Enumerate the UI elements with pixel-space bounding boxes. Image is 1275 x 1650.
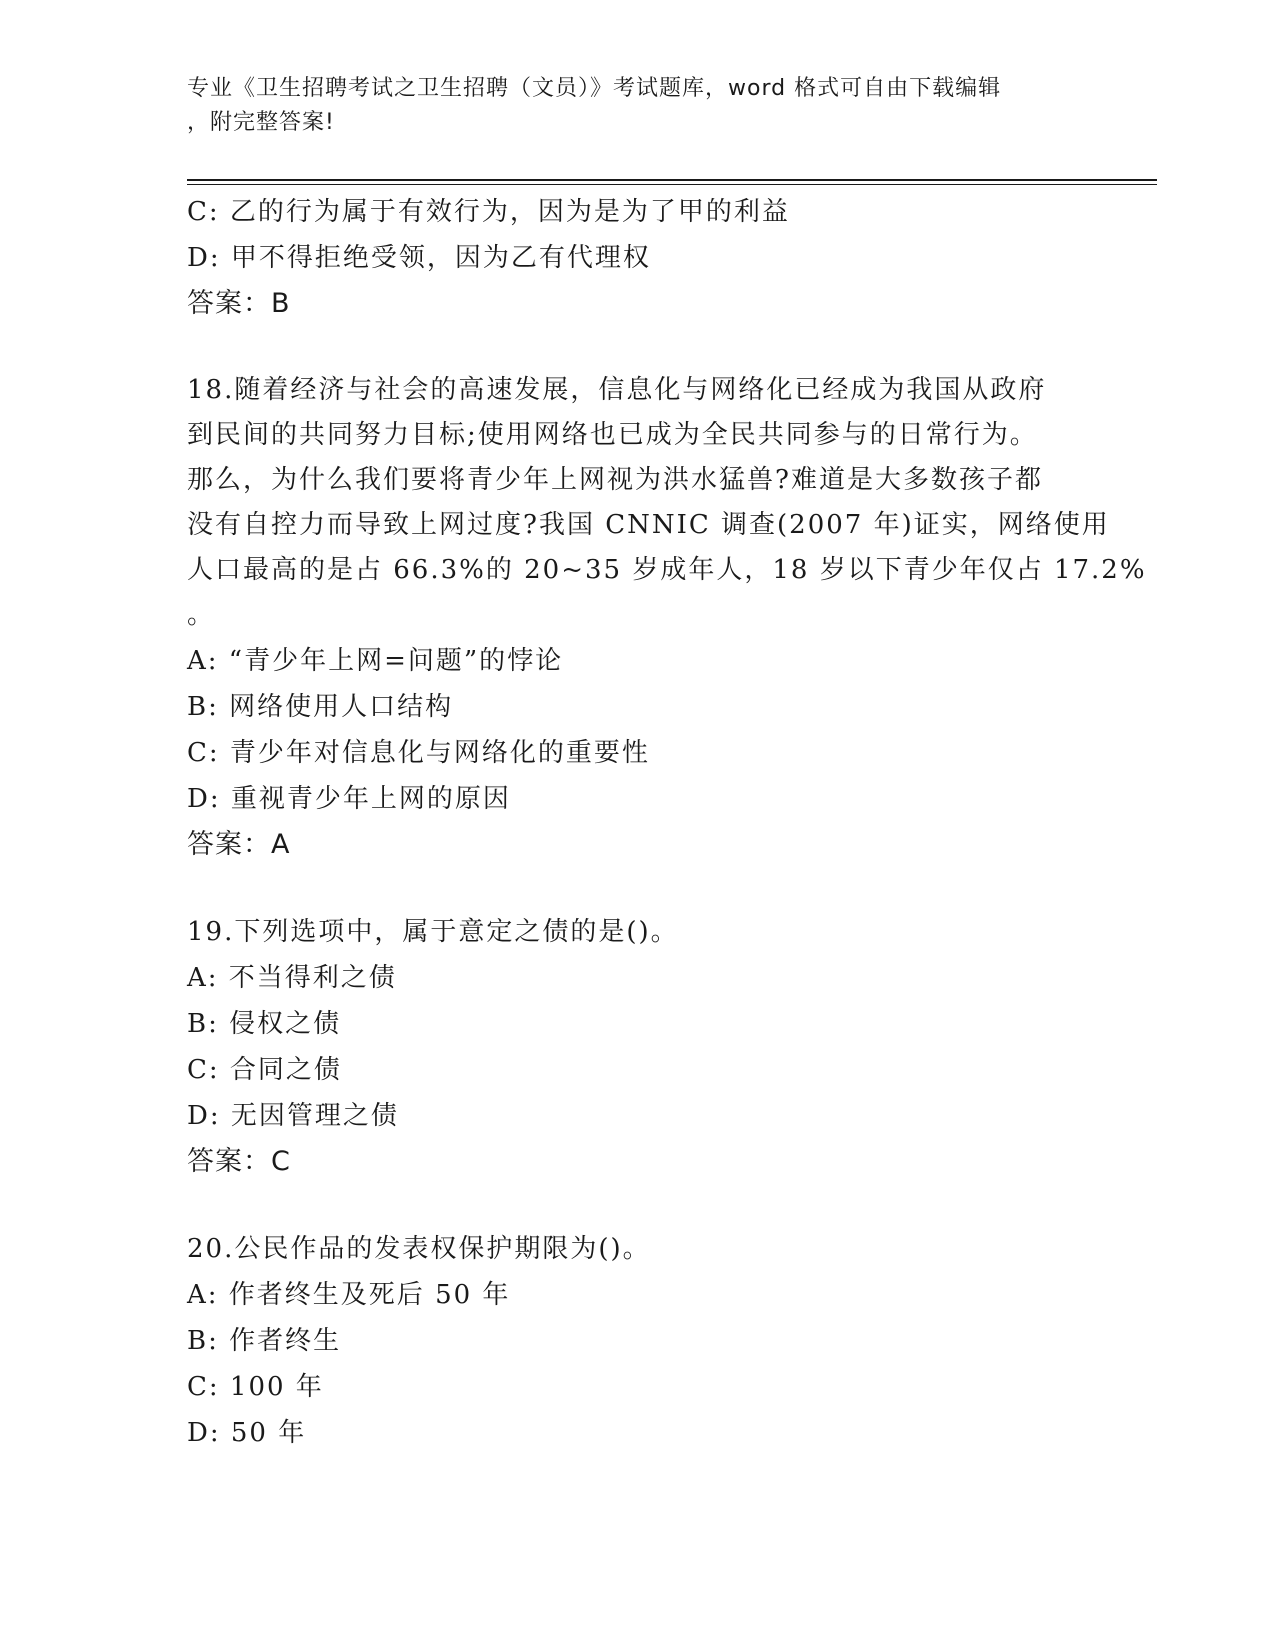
q18-stem-line-2: 到民间的共同努力目标;使用网络也已成为全民共同参与的日常行为。 xyxy=(187,420,1038,450)
q20-stem: 20.公民作品的发表权保护期限为()。 xyxy=(187,1234,651,1264)
spacer xyxy=(187,1185,1087,1226)
spacer xyxy=(187,868,1087,909)
q18-stem-line-4: 没有自控力而导致上网过度?我国 CNNIC 调查(2007 年)证实，网络使用 xyxy=(187,510,1110,540)
q20-option-b: B: 作者终生 xyxy=(187,1326,342,1356)
q19-option-b: B: 侵权之债 xyxy=(187,1009,342,1039)
q20-option-c: C: 100 年 xyxy=(187,1372,324,1402)
q19-stem: 19.下列选项中，属于意定之债的是()。 xyxy=(187,917,679,947)
q19-answer: 答案：C xyxy=(187,1146,291,1177)
question-20 xyxy=(187,1226,1087,1456)
q20-option-a: A: 作者终生及死后 50 年 xyxy=(187,1280,511,1310)
q19-option-c: C: 合同之债 xyxy=(187,1055,342,1085)
document-header xyxy=(187,72,1067,140)
q17-answer: 答案：B xyxy=(187,288,291,319)
header-divider-thick xyxy=(187,179,1157,181)
question-list xyxy=(187,189,1147,1456)
question-19 xyxy=(187,909,1087,1185)
q19-option-a: A: 不当得利之债 xyxy=(187,963,397,993)
header-divider-thin xyxy=(187,184,1157,185)
q18-stem-line-6: 。 xyxy=(187,600,216,630)
q18-option-d: D: 重视青少年上网的原因 xyxy=(187,784,511,814)
q18-answer: 答案：A xyxy=(187,829,291,860)
q17-option-d: D: 甲不得拒绝受领，因为乙有代理权 xyxy=(187,243,651,273)
q18-option-a: A: “青少年上网=问题”的悖论 xyxy=(187,646,564,676)
header-title-line-2: ，附完整答案! xyxy=(187,110,335,135)
q18-stem-line-3: 那么，为什么我们要将青少年上网视为洪水猛兽?难道是大多数孩子都 xyxy=(187,465,1043,495)
header-title-line-1: 专业《卫生招聘考试之卫生招聘（文员）》考试题库，word 格式可自由下载编辑 xyxy=(187,76,1002,101)
q20-option-d: D: 50 年 xyxy=(187,1418,307,1448)
question-17 xyxy=(187,189,1087,327)
q18-option-c: C: 青少年对信息化与网络化的重要性 xyxy=(187,738,650,768)
q18-stem-line-5: 人口最高的是占 66.3%的 20~35 岁成年人，18 岁以下青少年仅占 17.2% xyxy=(187,555,1147,585)
spacer xyxy=(187,327,1087,368)
q18-stem-line-1: 18.随着经济与社会的高速发展，信息化与网络化已经成为我国从政府 xyxy=(187,375,1047,405)
q17-option-c: C: 乙的行为属于有效行为，因为是为了甲的利益 xyxy=(187,197,790,227)
question-18 xyxy=(187,368,1147,868)
q19-option-d: D: 无因管理之债 xyxy=(187,1101,399,1131)
q18-option-b: B: 网络使用人口结构 xyxy=(187,692,454,722)
